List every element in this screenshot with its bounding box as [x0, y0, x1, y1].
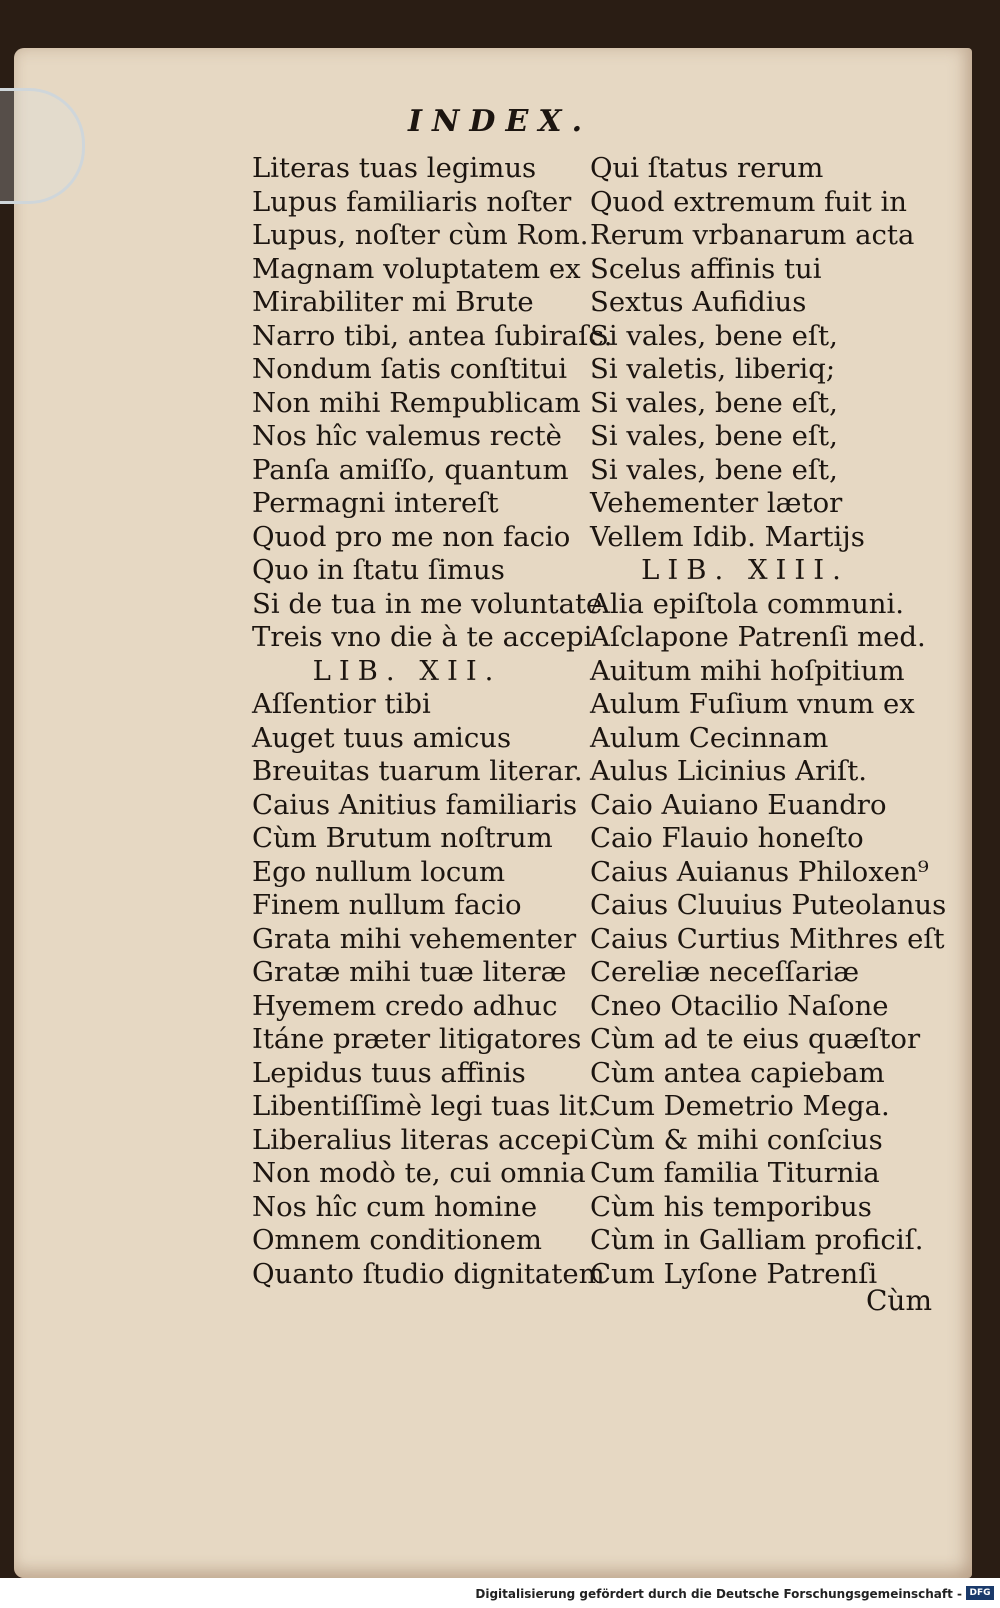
index-entry: Cereliæ neceſſariæ	[590, 956, 860, 988]
index-entry: Caius Auianus Philoxen⁹	[590, 855, 929, 888]
page-header: INDEX.	[407, 104, 593, 139]
index-entry: Narro tibi, antea ſubiraſc.	[252, 319, 613, 352]
index-entry: Mirabiliter mi Brute	[252, 286, 534, 318]
footer-bar	[0, 1578, 1000, 1608]
index-entry: Caius Curtius Mithres eſt	[590, 922, 945, 955]
index-entry: Vellem Idib. Martijs	[590, 520, 865, 553]
index-entry: Hyemem credo adhuc	[252, 989, 558, 1022]
index-entry: Quod pro me non facio	[252, 520, 571, 553]
index-entry: Grata mihi vehementer	[252, 922, 577, 955]
index-entry: Cùm & mihi conſcius	[590, 1123, 883, 1156]
index-entry: Panſa amiſſo, quantum	[252, 453, 569, 486]
index-entry: Nos hîc cum homine	[252, 1190, 538, 1223]
index-entry: Aſclapone Patrenſi med.	[590, 621, 926, 653]
index-column-left	[252, 152, 613, 1291]
index-entry: Liberalius literas accepi	[252, 1123, 588, 1156]
index-entry: Aulum Cecinnam	[590, 721, 829, 754]
index-entry: Rerum vrbanarum acta	[590, 219, 915, 251]
index-entry: Nondum ſatis conſtitui	[252, 353, 567, 385]
index-entry: Ego nullum locum	[252, 855, 506, 888]
index-entry: Treis vno die à te accepi	[252, 621, 593, 653]
index-entry: Caius Anitius familiaris	[252, 788, 578, 821]
index-entry: Si vales, bene eſt,	[590, 420, 838, 452]
footer-credit: Digitalisierung gefördert durch die Deutsche Forschungsgemeinschaft -	[475, 1587, 962, 1601]
index-entry: Cum Lyſone Patrenſi	[590, 1257, 878, 1290]
index-entry: Sextus Aufidius	[590, 286, 807, 318]
index-entry: Si vales, bene eſt,	[590, 319, 838, 352]
index-entry: Nos hîc valemus rectè	[252, 420, 562, 452]
index-entry: Cùm antea capiebam	[590, 1056, 885, 1089]
index-entry: Cum familia Titurnia	[590, 1157, 880, 1189]
index-entry: Si valetis, liberiq;	[590, 353, 836, 385]
index-entry: Gratæ mihi tuæ literæ	[252, 956, 567, 988]
catchword: Cùm	[866, 1284, 933, 1317]
index-entry: Permagni intereſt	[252, 487, 499, 519]
index-entry: Si vales, bene eſt,	[590, 386, 838, 419]
index-entry: Vehementer lætor	[590, 487, 843, 519]
index-entry: Cneo Otacilio Naſone	[590, 989, 889, 1022]
index-entry: Lepidus tuus affinis	[252, 1056, 526, 1089]
index-entry: Non modò te, cui omnia	[252, 1157, 586, 1189]
index-entry: Lupus, noſter cùm Rom.	[252, 219, 589, 251]
index-entry: Auget tuus amicus	[252, 721, 512, 754]
index-entry: Alia epiſtola communi.	[590, 587, 905, 620]
index-entry: Omnem conditionem	[252, 1224, 542, 1256]
index-entry: Cùm in Galliam proficiſ.	[590, 1224, 924, 1256]
index-entry: Breuitas tuarum literar.	[252, 755, 583, 787]
index-entry: Auitum mihi hoſpitium	[590, 654, 905, 687]
index-entry: Aulus Licinius Ariſt.	[590, 755, 868, 787]
index-entry: Quod extremum fuit in	[590, 185, 908, 218]
index-entry: Non mihi Rempublicam	[252, 386, 581, 419]
index-entry: Si vales, bene eſt,	[590, 453, 838, 486]
index-entry: Caio Flauio honeſto	[590, 822, 864, 854]
index-entry: Qui ſtatus rerum	[590, 152, 824, 184]
index-column-right	[590, 152, 947, 1291]
book-heading: LIB. XII.	[312, 654, 502, 687]
index-entry: Libentiſſimè legi tuas lit.	[252, 1090, 597, 1122]
index-entry: Scelus affinis tui	[590, 252, 822, 285]
index-entry: Literas tuas legimus	[252, 152, 537, 184]
dfg-logo: DFG	[966, 1586, 994, 1600]
index-entry: Lupus familiaris noſter	[252, 185, 572, 218]
index-entry: Cùm ad te eius quæſtor	[590, 1023, 921, 1055]
book-heading: LIB. XIII.	[641, 554, 849, 586]
index-entry: Finem nullum facio	[252, 889, 522, 921]
index-entry: Cùm Brutum noſtrum	[252, 822, 553, 854]
index-entry: Quanto ſtudio dignitatem	[252, 1257, 605, 1290]
index-entry: Itáne præter litigatores	[252, 1023, 582, 1055]
index-entry: Aulum Fuſium vnum ex	[590, 688, 915, 720]
index-entry: Caius Cluuius Puteolanus	[590, 889, 947, 921]
index-entry: Magnam voluptatem ex	[252, 252, 581, 285]
index-entry: Quo in ſtatu ſimus	[252, 554, 505, 586]
index-entry: Aſſentior tibi	[252, 688, 431, 720]
index-entry: Cùm his temporibus	[590, 1190, 872, 1223]
index-entry: Si de tua in me voluntate	[252, 587, 603, 620]
index-entry: Cum Demetrio Mega.	[590, 1090, 890, 1122]
index-entry: Caio Auiano Euandro	[590, 788, 887, 821]
